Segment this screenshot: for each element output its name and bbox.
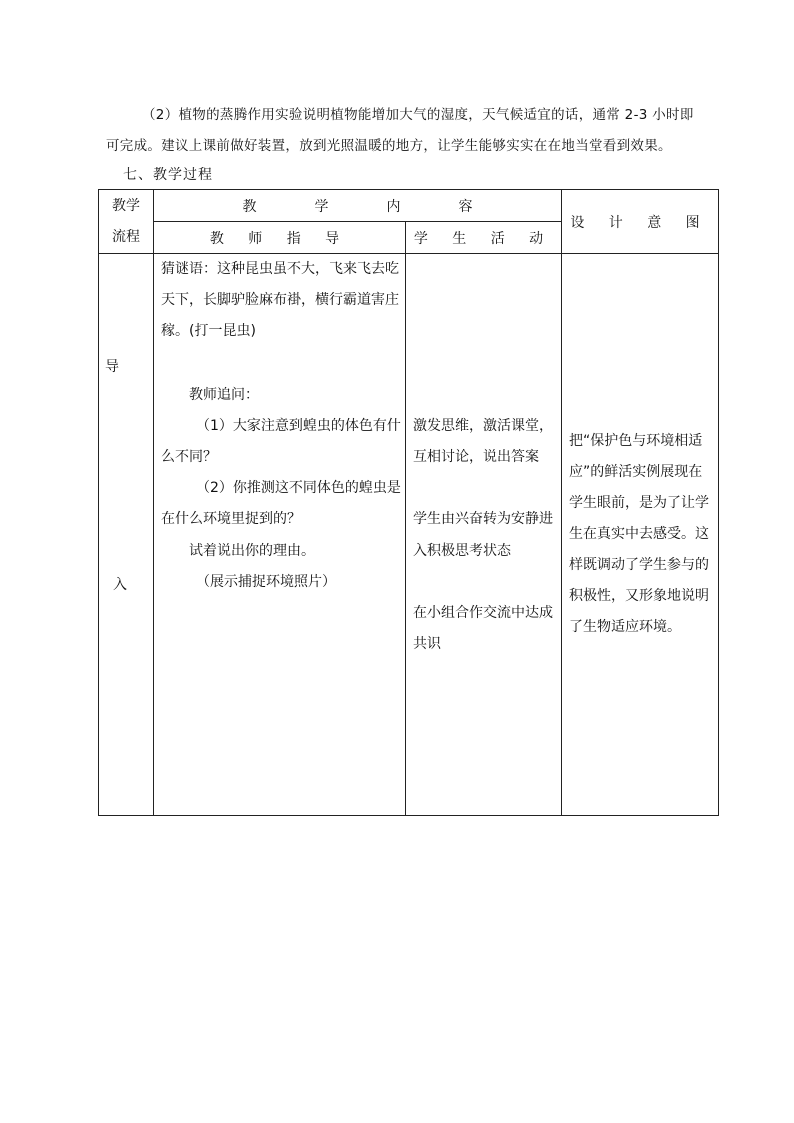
teacher-line: 猜谜语：这种昆虫虽不大，飞来飞去吃 bbox=[161, 261, 399, 277]
teaching-process-table bbox=[98, 189, 719, 816]
teacher-line: 天下，长脚驴脸麻布褂，横行霸道害庄 bbox=[161, 292, 399, 308]
stage-char-1: 导 bbox=[105, 359, 119, 375]
header-flow-top: 教学 bbox=[112, 197, 140, 214]
student-line: 学生由兴奋转为安静进 bbox=[413, 511, 553, 527]
intro-paragraph-line-1: （2）植物的蒸腾作用实验说明植物能增加大气的湿度，天气候适宜的话，通常 2-3 小时即 bbox=[142, 107, 694, 123]
teacher-line: 教师追问： bbox=[189, 387, 259, 403]
student-line: 激发思维，激活课堂， bbox=[413, 418, 553, 434]
header-design: 设 计 意 图 bbox=[562, 190, 719, 254]
intro-paragraph-line-2: 可完成。建议上课前做好装置，放到光照温暖的地方，让学生能够实实在在地当堂看到效果。 bbox=[106, 138, 672, 154]
design-line: 样既调动了学生参与的 bbox=[569, 557, 709, 573]
stage-cell bbox=[99, 254, 154, 816]
design-line: 把“保护色与环境相适 bbox=[569, 433, 703, 449]
stage-char-2: 入 bbox=[113, 577, 127, 593]
header-flow-cell bbox=[99, 190, 154, 254]
teacher-line: （展示捕捉环境照片） bbox=[196, 574, 336, 590]
header-student: 学 生 活 动 bbox=[406, 222, 562, 254]
design-line: 积极性，又形象地说明 bbox=[569, 588, 709, 604]
header-teacher: 教 师 指 导 bbox=[154, 222, 406, 254]
student-line: 共识 bbox=[413, 636, 441, 652]
design-line: 了生物适应环境。 bbox=[569, 619, 681, 635]
teacher-line: （2）你推测这不同体色的蝗虫是 bbox=[196, 480, 401, 496]
header-content: 教学内容 bbox=[154, 190, 562, 222]
student-cell bbox=[406, 254, 562, 816]
teacher-cell bbox=[154, 254, 406, 816]
student-line: 互相讨论，说出答案 bbox=[413, 449, 539, 465]
student-line: 在小组合作交流中达成 bbox=[413, 605, 553, 621]
design-line: 生在真实中去感受。这 bbox=[569, 526, 709, 542]
design-line: 学生眼前，是为了让学 bbox=[569, 495, 709, 511]
header-flow-bottom: 流程 bbox=[112, 228, 140, 245]
student-line: 入积极思考状态 bbox=[413, 543, 511, 559]
teacher-line: 试着说出你的理由。 bbox=[189, 543, 315, 559]
teacher-line: 在什么环境里捉到的？ bbox=[161, 511, 301, 527]
teacher-line: 么不同？ bbox=[161, 449, 217, 465]
design-line: 应”的鲜活实例展现在 bbox=[569, 464, 703, 480]
section-title: 七、教学过程 bbox=[123, 167, 213, 183]
teacher-line: （1）大家注意到蝗虫的体色有什 bbox=[196, 418, 401, 434]
teacher-line: 稼。(打一昆虫) bbox=[161, 323, 256, 339]
design-cell bbox=[562, 254, 719, 816]
